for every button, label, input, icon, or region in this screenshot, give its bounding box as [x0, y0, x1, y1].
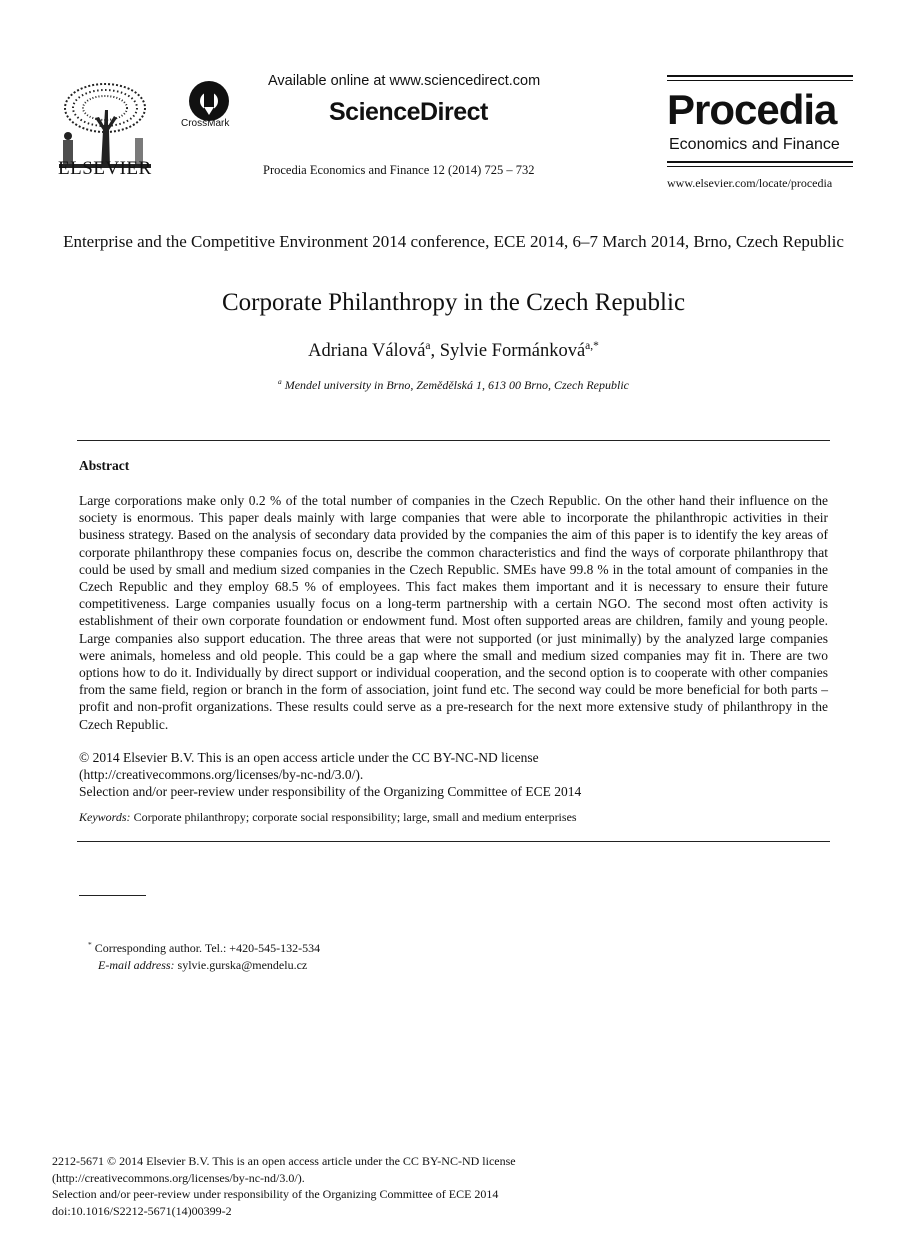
- procedia-rule: [667, 80, 853, 81]
- issn-line: 2212-5671 © 2014 Elsevier B.V. This is an open access article under the CC BY-NC-ND license: [52, 1154, 516, 1168]
- procedia-subtitle: Economics and Finance: [669, 136, 840, 153]
- abstract-top-rule: [77, 440, 830, 441]
- footnote-mark: *: [88, 940, 92, 949]
- affiliation-text: Mendel university in Brno, Zemědělská 1, 613 00 Brno, Czech Republic: [284, 378, 629, 392]
- abstract-body: Large corporations make only 0.2 % of the total number of companies in the Czech Republic. On the other hand their influence on the society is enormous. This paper deals mainly with large companies that were able to incorporate the philanthropic activities in their business strategy. Based on the analysis of secondary data provided by the companies the aim of this paper is to identify the key areas of corporate philanthropy these companies focus on, describe the common characteristics and find the ways of corporate philanthropy that could be used by small and medium sized companies in the Czech Republic. SMEs have 99.8 % in the total amount of companies in the Czech Republic and they employ 68.5 % of employees. This fact makes them important and it is necessary to ensure their future competitiveness. Large companies usually focus on a long-term partnership with a certain NGO. The second most often activity is establishment of their own corporate foundation or endowment fund. Most often supported areas are children, family and young people. Large companies also support education. The three areas that were not supported (or just minimally) by the analyzed large companies were animals, homeless and old people. This could be a gap where the small and medium sized companies may fit in. There are two options how to do it. Individually by direct support or individual cooperation, and the second option is to cooperate with other companies from the same field, region or branch in the form of association, joint fund etc. The second way could be more beneficial for both parts – profit and non-profit organizations. These results could serve as a pre-research for the next more extensive study of philanthropy in the Czech Republic.: [79, 493, 828, 732]
- peer-review-line: Selection and/or peer-review under responsibility of the Organizing Committee of ECE 2014: [79, 784, 582, 799]
- keywords-list: Corporate philanthropy; corporate social responsibility; large, small and medium enterprises: [133, 810, 577, 824]
- paper-title: Corporate Philanthropy in the Czech Republic: [221, 289, 686, 316]
- doi-line[interactable]: doi:10.1016/S2212-5671(14)00399-2: [52, 1203, 232, 1218]
- affiliation-mark: a: [278, 377, 282, 386]
- conference-info: Enterprise and the Competitive Environment 2014 conference, ECE 2014, 6–7 March 2014, Brno, Czech Republic: [63, 232, 844, 251]
- abstract-heading: Abstract: [79, 458, 130, 473]
- license-link[interactable]: (http://creativecommons.org/licenses/by-nc-nd/3.0/).: [52, 1170, 305, 1185]
- available-online-text: Available online at www.sciencedirect.com: [268, 73, 541, 89]
- author-separator: ,: [430, 341, 440, 362]
- peer-review-line: Selection and/or peer-review under responsibility of the Organizing Committee of ECE 2014: [52, 1187, 499, 1201]
- procedia-title: Procedia: [667, 86, 837, 133]
- keywords: [79, 810, 828, 825]
- corresponding-author: Corresponding author. Tel.: +420-545-132-534: [94, 941, 321, 955]
- keywords-label: Keywords:: [79, 810, 131, 824]
- license-link[interactable]: (http://creativecommons.org/licenses/by-nc-nd/3.0/).: [79, 767, 364, 782]
- procedia-rule: [667, 161, 853, 163]
- author-name: Sylvie Formánková: [439, 341, 586, 362]
- article-footer: [52, 1153, 516, 1219]
- author-affiliation-mark: a: [425, 340, 431, 352]
- sciencedirect-logo[interactable]: ScienceDirect: [329, 98, 488, 126]
- email-address[interactable]: sylvie.gurska@mendelu.cz: [177, 958, 308, 972]
- email-label: E-mail address:: [98, 958, 175, 972]
- crossmark-label: CrossMark: [181, 118, 230, 129]
- footnote: [88, 936, 320, 974]
- affiliation: [60, 377, 847, 393]
- copyright-notice: [79, 749, 828, 800]
- elsevier-wordmark: ELSEVIER: [58, 158, 152, 179]
- journal-reference: Procedia Economics and Finance 12 (2014) 725 – 732: [263, 163, 535, 177]
- abstract-bottom-rule: [77, 841, 830, 842]
- author-affiliation-mark: a,*: [585, 340, 599, 352]
- procedia-rule: [667, 166, 853, 167]
- author-name: Adriana Válová: [308, 341, 426, 362]
- footnote-rule: [79, 895, 146, 896]
- author-list: [60, 340, 847, 362]
- copyright-line: © 2014 Elsevier B.V. This is an open access article under the CC BY-NC-ND license: [79, 750, 539, 765]
- procedia-rule: [667, 75, 853, 77]
- procedia-url-link[interactable]: www.elsevier.com/locate/procedia: [667, 176, 833, 190]
